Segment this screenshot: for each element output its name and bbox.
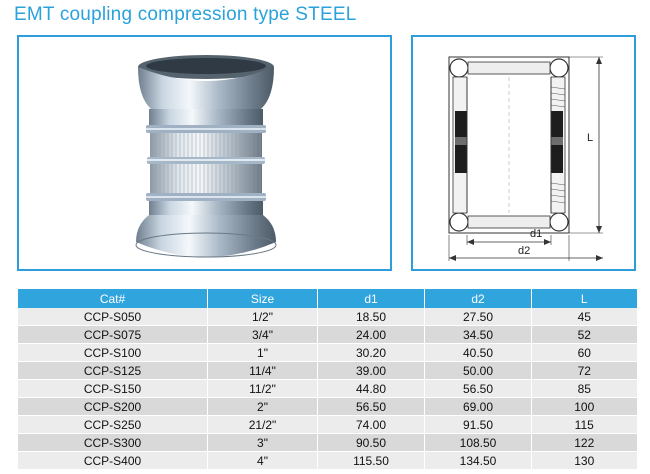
label-outer-diameter: d2 [518,245,531,257]
cell-d1: 90.50 [318,434,425,452]
cell-d1: 44.80 [318,380,425,398]
cell-length: 85 [532,380,637,398]
cell-length: 52 [532,326,637,344]
coupling-photo [19,37,390,269]
cell-cat: CCP-S100 [18,344,208,362]
cell-d1: 115.50 [318,452,425,470]
cell-cat: CCP-S400 [18,452,208,470]
cross-section-drawing [413,37,634,269]
table-row [18,380,637,398]
cell-d2: 134.50 [425,452,532,470]
cell-size: 1" [208,344,318,362]
cell-d1: 56.50 [318,398,425,416]
table-row [18,452,637,470]
cell-d1: 30.20 [318,344,425,362]
page-title: EMT coupling compression type STEEL [14,4,357,25]
cell-d1: 18.50 [318,308,425,326]
cell-d2: 50.00 [425,362,532,380]
cell-d2: 108.50 [425,434,532,452]
cell-length: 115 [532,416,637,434]
spec-table [17,289,637,470]
table-row [18,326,637,344]
cell-cat: CCP-S200 [18,398,208,416]
header-d1: d1 [318,289,425,308]
cell-d1: 24.00 [318,326,425,344]
cell-size: 21/2" [208,416,318,434]
header-size: Size [208,289,318,308]
label-inner-diameter: d1 [530,228,543,240]
cell-d1: 74.00 [318,416,425,434]
cell-d2: 40.50 [425,344,532,362]
cell-d1: 39.00 [318,362,425,380]
table-row [18,416,637,434]
cell-size: 2" [208,398,318,416]
product-photo-frame [17,35,392,271]
cell-cat: CCP-S150 [18,380,208,398]
table-header-row [18,289,637,308]
cell-d2: 56.50 [425,380,532,398]
table-row [18,398,637,416]
header-length: L [532,289,637,308]
cell-length: 72 [532,362,637,380]
cell-cat: CCP-S300 [18,434,208,452]
table-row [18,344,637,362]
cell-length: 60 [532,344,637,362]
header-d2: d2 [425,289,532,308]
cell-length: 45 [532,308,637,326]
cell-size: 11/2" [208,380,318,398]
label-length: L [587,132,594,144]
cell-cat: CCP-S250 [18,416,208,434]
cell-cat: CCP-S075 [18,326,208,344]
table-row [18,308,637,326]
cell-d2: 34.50 [425,326,532,344]
cell-d2: 91.50 [425,416,532,434]
header-cat: Cat# [18,289,208,308]
table-row [18,362,637,380]
cell-size: 3" [208,434,318,452]
cell-size: 1/2" [208,308,318,326]
cell-cat: CCP-S050 [18,308,208,326]
cell-size: 11/4" [208,362,318,380]
cell-cat: CCP-S125 [18,362,208,380]
technical-drawing-frame [411,35,636,271]
cell-d2: 69.00 [425,398,532,416]
cell-length: 122 [532,434,637,452]
table-row [18,434,637,452]
cell-length: 130 [532,452,637,470]
cell-size: 3/4" [208,326,318,344]
cell-size: 4" [208,452,318,470]
cell-d2: 27.50 [425,308,532,326]
cell-length: 100 [532,398,637,416]
